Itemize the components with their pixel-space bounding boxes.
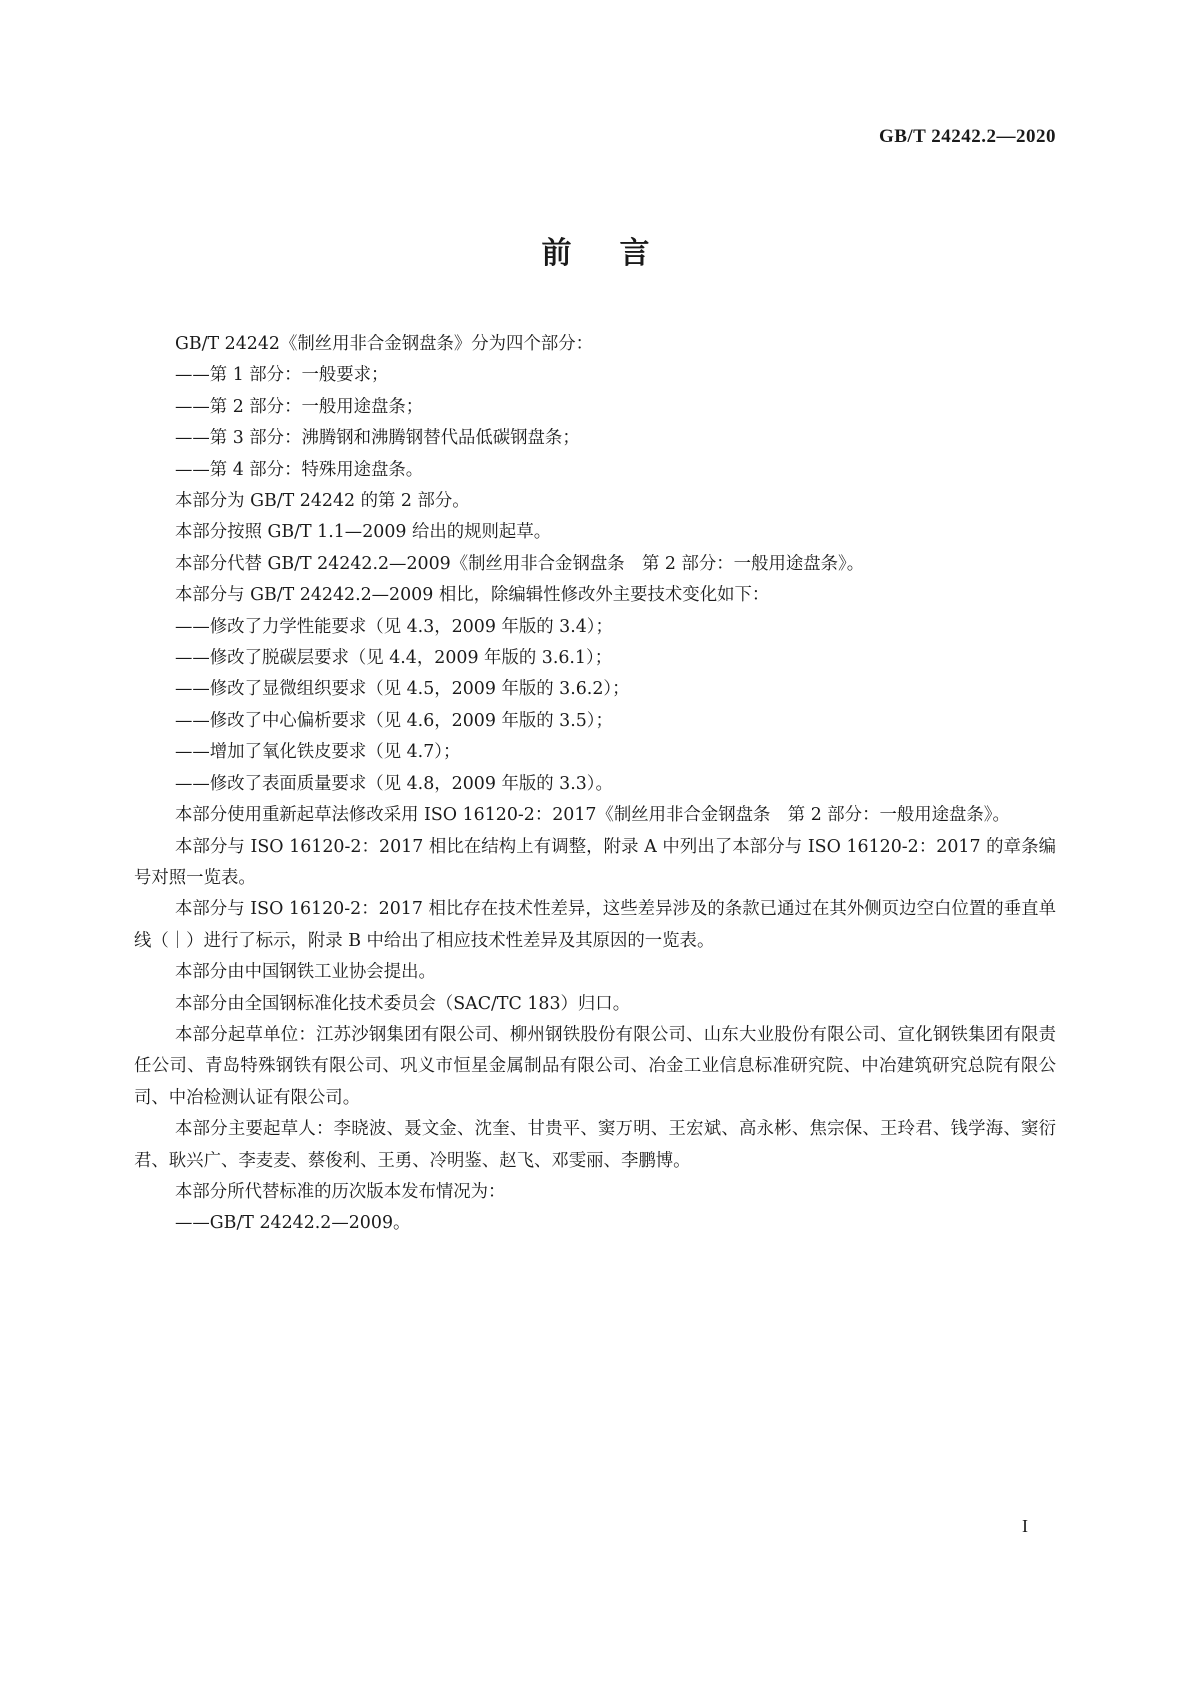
list-item: ——修改了力学性能要求（见 4.3，2009 年版的 3.4）； <box>175 616 613 637</box>
paragraph-drafting-rules: 本部分按照 GB/T 1.1—2009 给出的规则起草。 <box>175 522 552 543</box>
list-item: ——第 3 部分：沸腾钢和沸腾钢替代品低碳钢盘条； <box>175 428 580 449</box>
list-item: ——修改了显微组织要求（见 4.5，2009 年版的 3.6.2）； <box>175 679 630 700</box>
standard-number: GB/T 24242.2—2020 <box>878 126 1056 147</box>
page-title: 前言 <box>541 236 698 271</box>
paragraph-technical-diff: 本部分与 ISO 16120-2：2017 相比存在技术性差异，这些差异涉及的条款已通过在其外侧页边空白位置的垂直单线（｜）进行了标示，附录 B 中给出了相应技术性差异及其原因的一览表。 <box>134 899 1056 951</box>
list-item: ——第 2 部分：一般用途盘条； <box>175 396 424 417</box>
paragraph-history-intro: 本部分所代替标准的历次版本发布情况为： <box>175 1181 506 1202</box>
list-item: ——修改了中心偏析要求（见 4.6，2009 年版的 3.5）； <box>175 710 613 731</box>
list-item: ——GB/T 24242.2—2009。 <box>175 1213 411 1234</box>
paragraph-structure: GB/T 24242《制丝用非合金钢盘条》分为四个部分： <box>175 334 594 354</box>
paragraph-changes-intro: 本部分与 GB/T 24242.2—2009 相比，除编辑性修改外主要技术变化如下： <box>175 585 770 606</box>
paragraph-proposer: 本部分由中国钢铁工业协会提出。 <box>175 962 436 983</box>
list-item: ——修改了表面质量要求（见 4.8，2009 年版的 3.3）。 <box>175 773 613 794</box>
list-item: ——第 1 部分：一般要求； <box>175 365 389 386</box>
paragraph-replaces: 本部分代替 GB/T 24242.2—2009《制丝用非合金钢盘条 第 2 部分：一般用途盘条》。 <box>175 553 865 574</box>
paragraph-part-number: 本部分为 GB/T 24242 的第 2 部分。 <box>175 491 470 512</box>
paragraph-drafters: 本部分主要起草人：李晓波、聂文金、沈奎、甘贵平、窦万明、王宏斌、高永彬、焦宗保、王玲君、钱学海、窦衍君、耿兴广、李麦麦、蔡俊利、王勇、冷明鉴、赵飞、邓雯丽、李鹏博。 <box>134 1119 1056 1171</box>
list-item: ——第 4 部分：特殊用途盘条。 <box>175 459 424 480</box>
paragraph-committee: 本部分由全国钢标准化技术委员会（SAC/TC 183）归口。 <box>175 993 631 1014</box>
paragraph-structure-diff: 本部分与 ISO 16120-2：2017 相比在结构上有调整，附录 A 中列出了本部分与 ISO 16120-2：2017 的章条编号对照一览表。 <box>134 836 1056 888</box>
paragraph-drafting-units: 本部分起草单位：江苏沙钢集团有限公司、柳州钢铁股份有限公司、山东大业股份有限公司、宣化钢铁集团有限责任公司、青岛特殊钢铁有限公司、巩义市恒星金属制品有限公司、冶金工业信息标准研究院、中冶建筑研究总院有限公司、中冶检测认证有限公司。 <box>134 1024 1056 1108</box>
paragraph-adoption: 本部分使用重新起草法修改采用 ISO 16120-2：2017《制丝用非合金钢盘条 第 2 部分：一般用途盘条》。 <box>175 805 1010 826</box>
foreword-body <box>134 329 1056 1240</box>
list-item: ——增加了氧化铁皮要求（见 4.7）； <box>175 742 461 763</box>
page-number: I <box>1022 1516 1028 1536</box>
list-item: ——修改了脱碳层要求（见 4.4，2009 年版的 3.6.1）； <box>175 648 613 669</box>
